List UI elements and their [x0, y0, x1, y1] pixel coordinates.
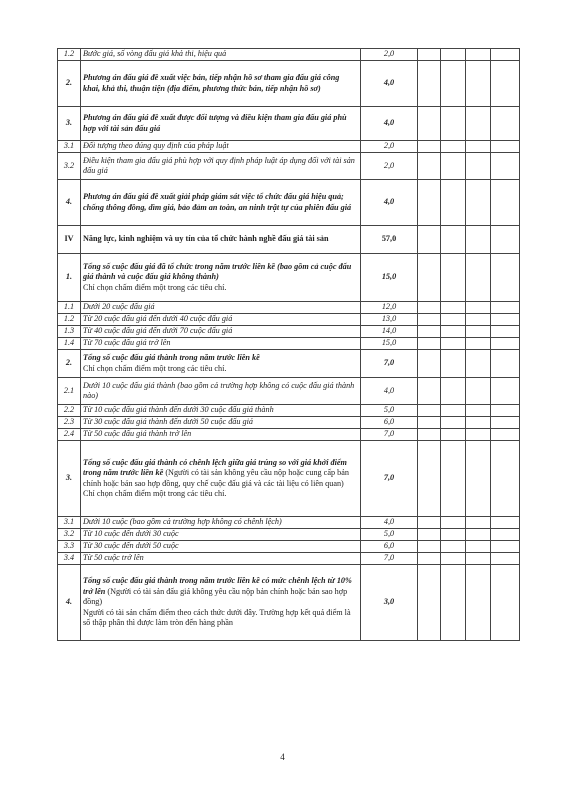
table-row	[58, 553, 520, 565]
criterion-description	[81, 429, 361, 441]
table-row	[58, 338, 520, 350]
score-cell	[491, 141, 520, 153]
criterion-text: Tổng số cuộc đấu giá thành trong năm trước liền kề	[83, 353, 260, 363]
score-cell	[491, 553, 520, 565]
criterion-description	[81, 153, 361, 180]
criterion-description	[81, 226, 361, 254]
score-cell	[466, 350, 491, 378]
score-cell	[466, 226, 491, 254]
criterion-description	[81, 338, 361, 350]
score-cell	[441, 153, 466, 180]
criterion-text: Từ 10 cuộc đấu giá thành đến dưới 30 cuộc đấu giá thành	[83, 405, 274, 415]
score-cell	[466, 314, 491, 326]
criterion-note: Người có tài sản chấm điểm theo cách thức dưới đây. Trường hợp kết quả điểm là số thập phân thì được làm tròn đến hàng phần	[83, 607, 351, 628]
score-cell	[491, 107, 520, 141]
score-cell	[418, 338, 441, 350]
score-cell	[491, 326, 520, 338]
score-cell	[418, 429, 441, 441]
criterion-description	[81, 441, 361, 517]
criterion-number: 2.	[58, 350, 81, 378]
score-cell	[466, 517, 491, 529]
table-row	[58, 302, 520, 314]
max-score: 4,0	[361, 378, 418, 405]
score-cell	[441, 429, 466, 441]
score-cell	[441, 49, 466, 61]
score-cell	[441, 338, 466, 350]
score-cell	[418, 553, 441, 565]
score-cell	[441, 517, 466, 529]
score-cell	[466, 254, 491, 302]
criterion-number: 3.1	[58, 517, 81, 529]
table-row	[58, 441, 520, 517]
criterion-number: 3.2	[58, 153, 81, 180]
score-cell	[466, 153, 491, 180]
criterion-number: 2.3	[58, 417, 81, 429]
score-cell	[491, 180, 520, 226]
criterion-text: Phương án đấu giá đề xuất được đối tượng và điều kiện tham gia đấu giá phù hợp với tài sản đấu giá	[83, 113, 347, 133]
criterion-remark: (Người có tài sản không yêu cầu nộp hoặc cung cấp bản chính hoặc bản sao hợp đồng, quy chế cuộc đấu giá và các tài liệu có liên quan)	[83, 468, 349, 488]
criterion-text: Phương án đấu giá đề xuất giải pháp giám sát việc tổ chức đấu giá hiệu quả; chống thông đồng, dìm giá, bảo đảm an toàn, an ninh trật tự của phiên đấu giá	[83, 192, 352, 212]
score-cell	[466, 141, 491, 153]
score-cell	[418, 565, 441, 641]
table-row	[58, 254, 520, 302]
criterion-text: Từ 30 cuộc đến dưới 50 cuộc	[83, 541, 179, 551]
score-cell	[491, 61, 520, 107]
criterion-text: Từ 10 cuộc đến dưới 30 cuộc	[83, 529, 179, 539]
criterion-number: 2.4	[58, 429, 81, 441]
score-cell	[491, 226, 520, 254]
score-cell	[441, 553, 466, 565]
max-score: 13,0	[361, 314, 418, 326]
criterion-description	[81, 61, 361, 107]
score-cell	[466, 180, 491, 226]
score-cell	[441, 254, 466, 302]
score-cell	[441, 107, 466, 141]
score-cell	[418, 441, 441, 517]
criterion-text: Dưới 10 cuộc đấu giá thành (bao gồm cả trường hợp không có cuộc đấu giá thành nào)	[83, 380, 355, 400]
score-cell	[491, 405, 520, 417]
score-cell	[418, 529, 441, 541]
criterion-description	[81, 302, 361, 314]
score-cell	[418, 61, 441, 107]
table-row	[58, 314, 520, 326]
table-row	[58, 417, 520, 429]
max-score: 2,0	[361, 153, 418, 180]
criterion-text: Từ 20 cuộc đấu giá đến dưới 40 cuộc đấu giá	[83, 314, 233, 324]
table-row	[58, 107, 520, 141]
criterion-number: 1.2	[58, 49, 81, 61]
score-cell	[418, 378, 441, 405]
score-cell	[491, 378, 520, 405]
criterion-text: Dưới 20 cuộc đấu giá	[83, 302, 155, 312]
criterion-description	[81, 326, 361, 338]
score-cell	[466, 338, 491, 350]
criterion-description	[81, 141, 361, 153]
score-cell	[418, 314, 441, 326]
score-cell	[418, 517, 441, 529]
table-row	[58, 565, 520, 641]
criterion-number: 1.4	[58, 338, 81, 350]
score-cell	[466, 565, 491, 641]
score-cell	[418, 153, 441, 180]
score-cell	[491, 302, 520, 314]
criterion-description	[81, 417, 361, 429]
criterion-description	[81, 49, 361, 61]
score-cell	[466, 302, 491, 314]
table-row	[58, 429, 520, 441]
score-cell	[418, 405, 441, 417]
score-cell	[441, 350, 466, 378]
max-score: 6,0	[361, 541, 418, 553]
max-score: 4,0	[361, 61, 418, 107]
criterion-number: 3.1	[58, 141, 81, 153]
score-cell	[491, 517, 520, 529]
max-score: 5,0	[361, 529, 418, 541]
criterion-description	[81, 378, 361, 405]
table-row	[58, 61, 520, 107]
max-score: 2,0	[361, 49, 418, 61]
score-cell	[466, 49, 491, 61]
criterion-number: 2.2	[58, 405, 81, 417]
table-row	[58, 541, 520, 553]
criterion-description	[81, 180, 361, 226]
criterion-number: 2.	[58, 61, 81, 107]
criterion-number: 3.2	[58, 529, 81, 541]
criterion-number: 1.3	[58, 326, 81, 338]
score-cell	[491, 314, 520, 326]
max-score: 57,0	[361, 226, 418, 254]
criterion-description	[81, 350, 361, 378]
criterion-description	[81, 405, 361, 417]
score-cell	[441, 541, 466, 553]
score-cell	[441, 302, 466, 314]
score-cell	[491, 417, 520, 429]
criterion-description	[81, 254, 361, 302]
score-cell	[466, 529, 491, 541]
criterion-description	[81, 553, 361, 565]
score-cell	[466, 553, 491, 565]
score-cell	[441, 378, 466, 405]
score-cell	[491, 565, 520, 641]
criterion-note: Chỉ chọn chấm điểm một trong các tiêu chí.	[83, 363, 227, 373]
score-cell	[418, 141, 441, 153]
score-cell	[418, 107, 441, 141]
criterion-remark: (Người có tài sản đấu giá không yêu cầu nộp bản chính hoặc bản sao hợp đồng)	[83, 586, 348, 607]
max-score: 4,0	[361, 180, 418, 226]
max-score: 4,0	[361, 107, 418, 141]
max-score: 7,0	[361, 553, 418, 565]
max-score: 15,0	[361, 338, 418, 350]
scoring-table-body	[58, 49, 520, 641]
score-cell	[418, 350, 441, 378]
max-score: 14,0	[361, 326, 418, 338]
criterion-text: Điều kiện tham gia đấu giá phù hợp với quy định pháp luật áp dụng đối với tài sản đấu giá	[83, 155, 355, 175]
score-cell	[491, 350, 520, 378]
score-cell	[441, 441, 466, 517]
score-cell	[418, 302, 441, 314]
criterion-number: 3.	[58, 107, 81, 141]
criterion-text: Từ 30 cuộc đấu giá thành đến dưới 50 cuộc đấu giá	[83, 417, 253, 427]
table-row	[58, 405, 520, 417]
score-cell	[441, 565, 466, 641]
score-cell	[491, 529, 520, 541]
criterion-description	[81, 541, 361, 553]
score-cell	[441, 226, 466, 254]
score-cell	[441, 529, 466, 541]
score-cell	[418, 326, 441, 338]
score-cell	[441, 405, 466, 417]
max-score: 7,0	[361, 429, 418, 441]
criterion-text: Từ 40 cuộc đấu giá đến dưới 70 cuộc đấu giá	[83, 326, 233, 336]
score-cell	[491, 441, 520, 517]
score-cell	[466, 378, 491, 405]
score-cell	[466, 429, 491, 441]
score-cell	[418, 226, 441, 254]
score-cell	[441, 314, 466, 326]
score-cell	[466, 107, 491, 141]
page-number: 4	[280, 752, 285, 762]
criterion-description	[81, 565, 361, 641]
criterion-text: Năng lực, kinh nghiệm và uy tín của tổ chức hành nghề đấu giá tài sản	[83, 234, 329, 244]
score-cell	[441, 61, 466, 107]
score-cell	[441, 326, 466, 338]
score-cell	[466, 405, 491, 417]
max-score: 7,0	[361, 350, 418, 378]
criterion-number: 3.	[58, 441, 81, 517]
table-row	[58, 49, 520, 61]
max-score: 3,0	[361, 565, 418, 641]
table-row	[58, 350, 520, 378]
score-cell	[466, 441, 491, 517]
criterion-text: Từ 50 cuộc trở lên	[83, 553, 144, 563]
criterion-text: Từ 50 cuộc đấu giá thành trở lên	[83, 429, 192, 439]
criterion-text: Tổng số cuộc đấu giá thành có chênh lệch giữa giá trúng so với giá khởi điểm trong năm trước liền kề	[83, 457, 347, 478]
criterion-text: Bước giá, số vòng đấu giá khả thi, hiệu quả	[83, 49, 227, 59]
max-score: 12,0	[361, 302, 418, 314]
score-cell	[491, 429, 520, 441]
score-cell	[466, 541, 491, 553]
max-score: 4,0	[361, 517, 418, 529]
scoring-table	[57, 48, 520, 641]
criterion-number: 4.	[58, 180, 81, 226]
max-score: 6,0	[361, 417, 418, 429]
criterion-number: 4.	[58, 565, 81, 641]
criterion-note: Chỉ chọn chấm điểm một trong các tiêu chí.	[83, 488, 227, 498]
score-cell	[491, 541, 520, 553]
score-cell	[491, 153, 520, 180]
score-cell	[491, 49, 520, 61]
table-row	[58, 141, 520, 153]
criterion-description	[81, 517, 361, 529]
max-score: 15,0	[361, 254, 418, 302]
table-row	[58, 529, 520, 541]
criterion-description	[81, 529, 361, 541]
table-row	[58, 153, 520, 180]
criterion-text: Phương án đấu giá đề xuất việc bán, tiếp nhận hồ sơ tham gia đấu giá công khai, khả thi, thuận tiện (địa điểm, phương thức bán, tiếp nhận hồ sơ)	[83, 73, 340, 93]
score-cell	[441, 417, 466, 429]
criterion-number: 1.2	[58, 314, 81, 326]
score-cell	[418, 49, 441, 61]
table-row	[58, 378, 520, 405]
score-cell	[418, 417, 441, 429]
max-score: 2,0	[361, 141, 418, 153]
max-score: 7,0	[361, 441, 418, 517]
score-cell	[418, 180, 441, 226]
criterion-number: 1.	[58, 254, 81, 302]
criterion-number: 1.1	[58, 302, 81, 314]
table-row	[58, 180, 520, 226]
criterion-number: 2.1	[58, 378, 81, 405]
criterion-note: Chỉ chọn chấm điểm một trong các tiêu chí.	[83, 282, 227, 292]
score-cell	[466, 326, 491, 338]
criterion-number: 3.4	[58, 553, 81, 565]
score-cell	[441, 180, 466, 226]
criterion-number: IV	[58, 226, 81, 254]
score-cell	[466, 61, 491, 107]
score-cell	[441, 141, 466, 153]
criterion-text: Tổng số cuộc đấu giá đã tổ chức trong năm trước liền kề (bao gồm cả cuộc đấu giá thành và cuộc đấu giá không thành)	[83, 261, 352, 282]
criterion-text: Từ 70 cuộc đấu giá trở lên	[83, 338, 171, 348]
score-cell	[418, 541, 441, 553]
criterion-description	[81, 107, 361, 141]
score-cell	[466, 417, 491, 429]
criterion-text: Dưới 10 cuộc (bao gồm cả trường hợp không có chênh lệch)	[83, 517, 282, 527]
criterion-text: Tổng số cuộc đấu giá thành trong năm trước liền kề có mức chênh lệch từ 10% trở lên	[83, 576, 352, 596]
score-cell	[491, 254, 520, 302]
table-row	[58, 326, 520, 338]
table-row	[58, 226, 520, 254]
table-row	[58, 517, 520, 529]
criterion-text: Đối tượng theo đúng quy định của pháp luật	[83, 141, 229, 151]
score-cell	[418, 254, 441, 302]
criterion-description	[81, 314, 361, 326]
max-score: 5,0	[361, 405, 418, 417]
criterion-number: 3.3	[58, 541, 81, 553]
score-cell	[491, 338, 520, 350]
